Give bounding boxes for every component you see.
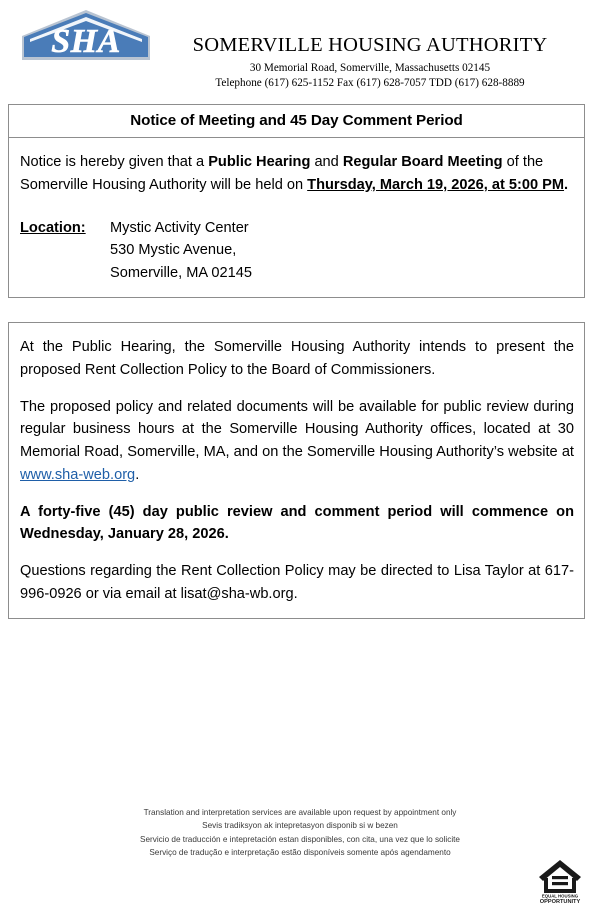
detail-paragraph-contact: Questions regarding the Rent Collection Policy may be directed to Lisa Taylor at 617-996-0926 or via email at lisat@sha-wb.org. bbox=[20, 563, 574, 602]
translation-line-es: Servicio de traducción e intepretación estan disponibles, con cita, una vez que lo solicite bbox=[140, 834, 460, 844]
eho-caption-line-1: EQUAL HOUSING bbox=[541, 893, 579, 899]
eho-caption-line-2: OPPORTUNITY bbox=[539, 899, 581, 904]
location-block bbox=[20, 217, 574, 285]
intro-seg-2: and bbox=[310, 154, 343, 170]
detail-paragraph-hearing-intent: At the Public Hearing, the Somerville Housing Authority intends to present the proposed Rent Collection Policy to the Board of Commissioners. bbox=[20, 339, 574, 378]
footer-translation-notice bbox=[0, 806, 600, 859]
comment-period-text: A forty-five (45) day public review and comment period will commence on Wednesday, January 28, 2026. bbox=[20, 503, 574, 543]
equal-housing-icon bbox=[536, 856, 584, 904]
org-address: 30 Memorial Road, Somerville, Massachusetts 02145 bbox=[249, 61, 491, 74]
paragraph-spacer bbox=[20, 546, 574, 560]
intro-seg-4: . bbox=[564, 176, 569, 193]
org-phone-line: Telephone (617) 625-1152 Fax (617) 628-7057 TDD (617) 628-8889 bbox=[215, 76, 525, 89]
detail-paragraph-comment-period bbox=[20, 501, 574, 547]
intro-bold-public-hearing: Public Hearing bbox=[208, 154, 311, 170]
org-name: SOMERVILLE HOUSING AUTHORITY bbox=[192, 34, 548, 56]
paragraph-spacer bbox=[20, 487, 574, 501]
availability-seg-2: . bbox=[135, 466, 140, 483]
notice-box bbox=[8, 104, 585, 298]
intro-meeting-datetime: Thursday, March 19, 2026, at 5:00 PM bbox=[307, 176, 565, 193]
website-link[interactable]: www.sha-web.org bbox=[20, 466, 136, 483]
location-line: 530 Mystic Avenue, bbox=[110, 242, 237, 259]
intro-seg-1: Notice is hereby given that a bbox=[20, 154, 209, 170]
translation-line-pt: Serviço de tradução e interpretação estão disponíveis somente após agendamento bbox=[149, 847, 451, 857]
detail-paragraph-availability bbox=[20, 396, 574, 487]
sha-logo-icon bbox=[18, 6, 158, 64]
translation-line-en: Translation and interpretation services are available upon request by appointment only bbox=[143, 808, 457, 817]
location-label: Location: bbox=[20, 219, 86, 236]
letterhead bbox=[0, 0, 600, 96]
location-address bbox=[110, 217, 252, 285]
notice-body bbox=[9, 138, 584, 297]
intro-bold-board-meeting: Regular Board Meeting bbox=[342, 154, 503, 170]
paragraph-spacer bbox=[20, 382, 574, 396]
svg-text:SHA: SHA bbox=[51, 23, 121, 60]
sha-logo bbox=[18, 6, 158, 64]
location-line: Somerville, MA 02145 bbox=[110, 265, 252, 282]
detail-body bbox=[9, 323, 584, 618]
availability-seg-1: The proposed policy and related documents will be available for public review during regular business hours at the Somerville Housing Authority offices, located at 30 Memorial Road, Somerville, MA, and on the Somerville Housing Authority’s website at bbox=[20, 398, 574, 461]
org-identity bbox=[150, 34, 590, 91]
detail-box bbox=[8, 322, 585, 619]
notice-intro-paragraph bbox=[20, 151, 574, 197]
notice-title: Notice of Meeting and 45 Day Comment Period bbox=[9, 105, 584, 138]
equal-housing-opportunity-logo bbox=[536, 856, 584, 904]
translation-line-ht: Sevis tradiksyon ak intepretasyon disponib si w bezen bbox=[202, 821, 398, 831]
location-line: Mystic Activity Center bbox=[110, 219, 249, 236]
intro-seg-3: of the Somerville Housing Authority will be held on bbox=[20, 154, 544, 193]
